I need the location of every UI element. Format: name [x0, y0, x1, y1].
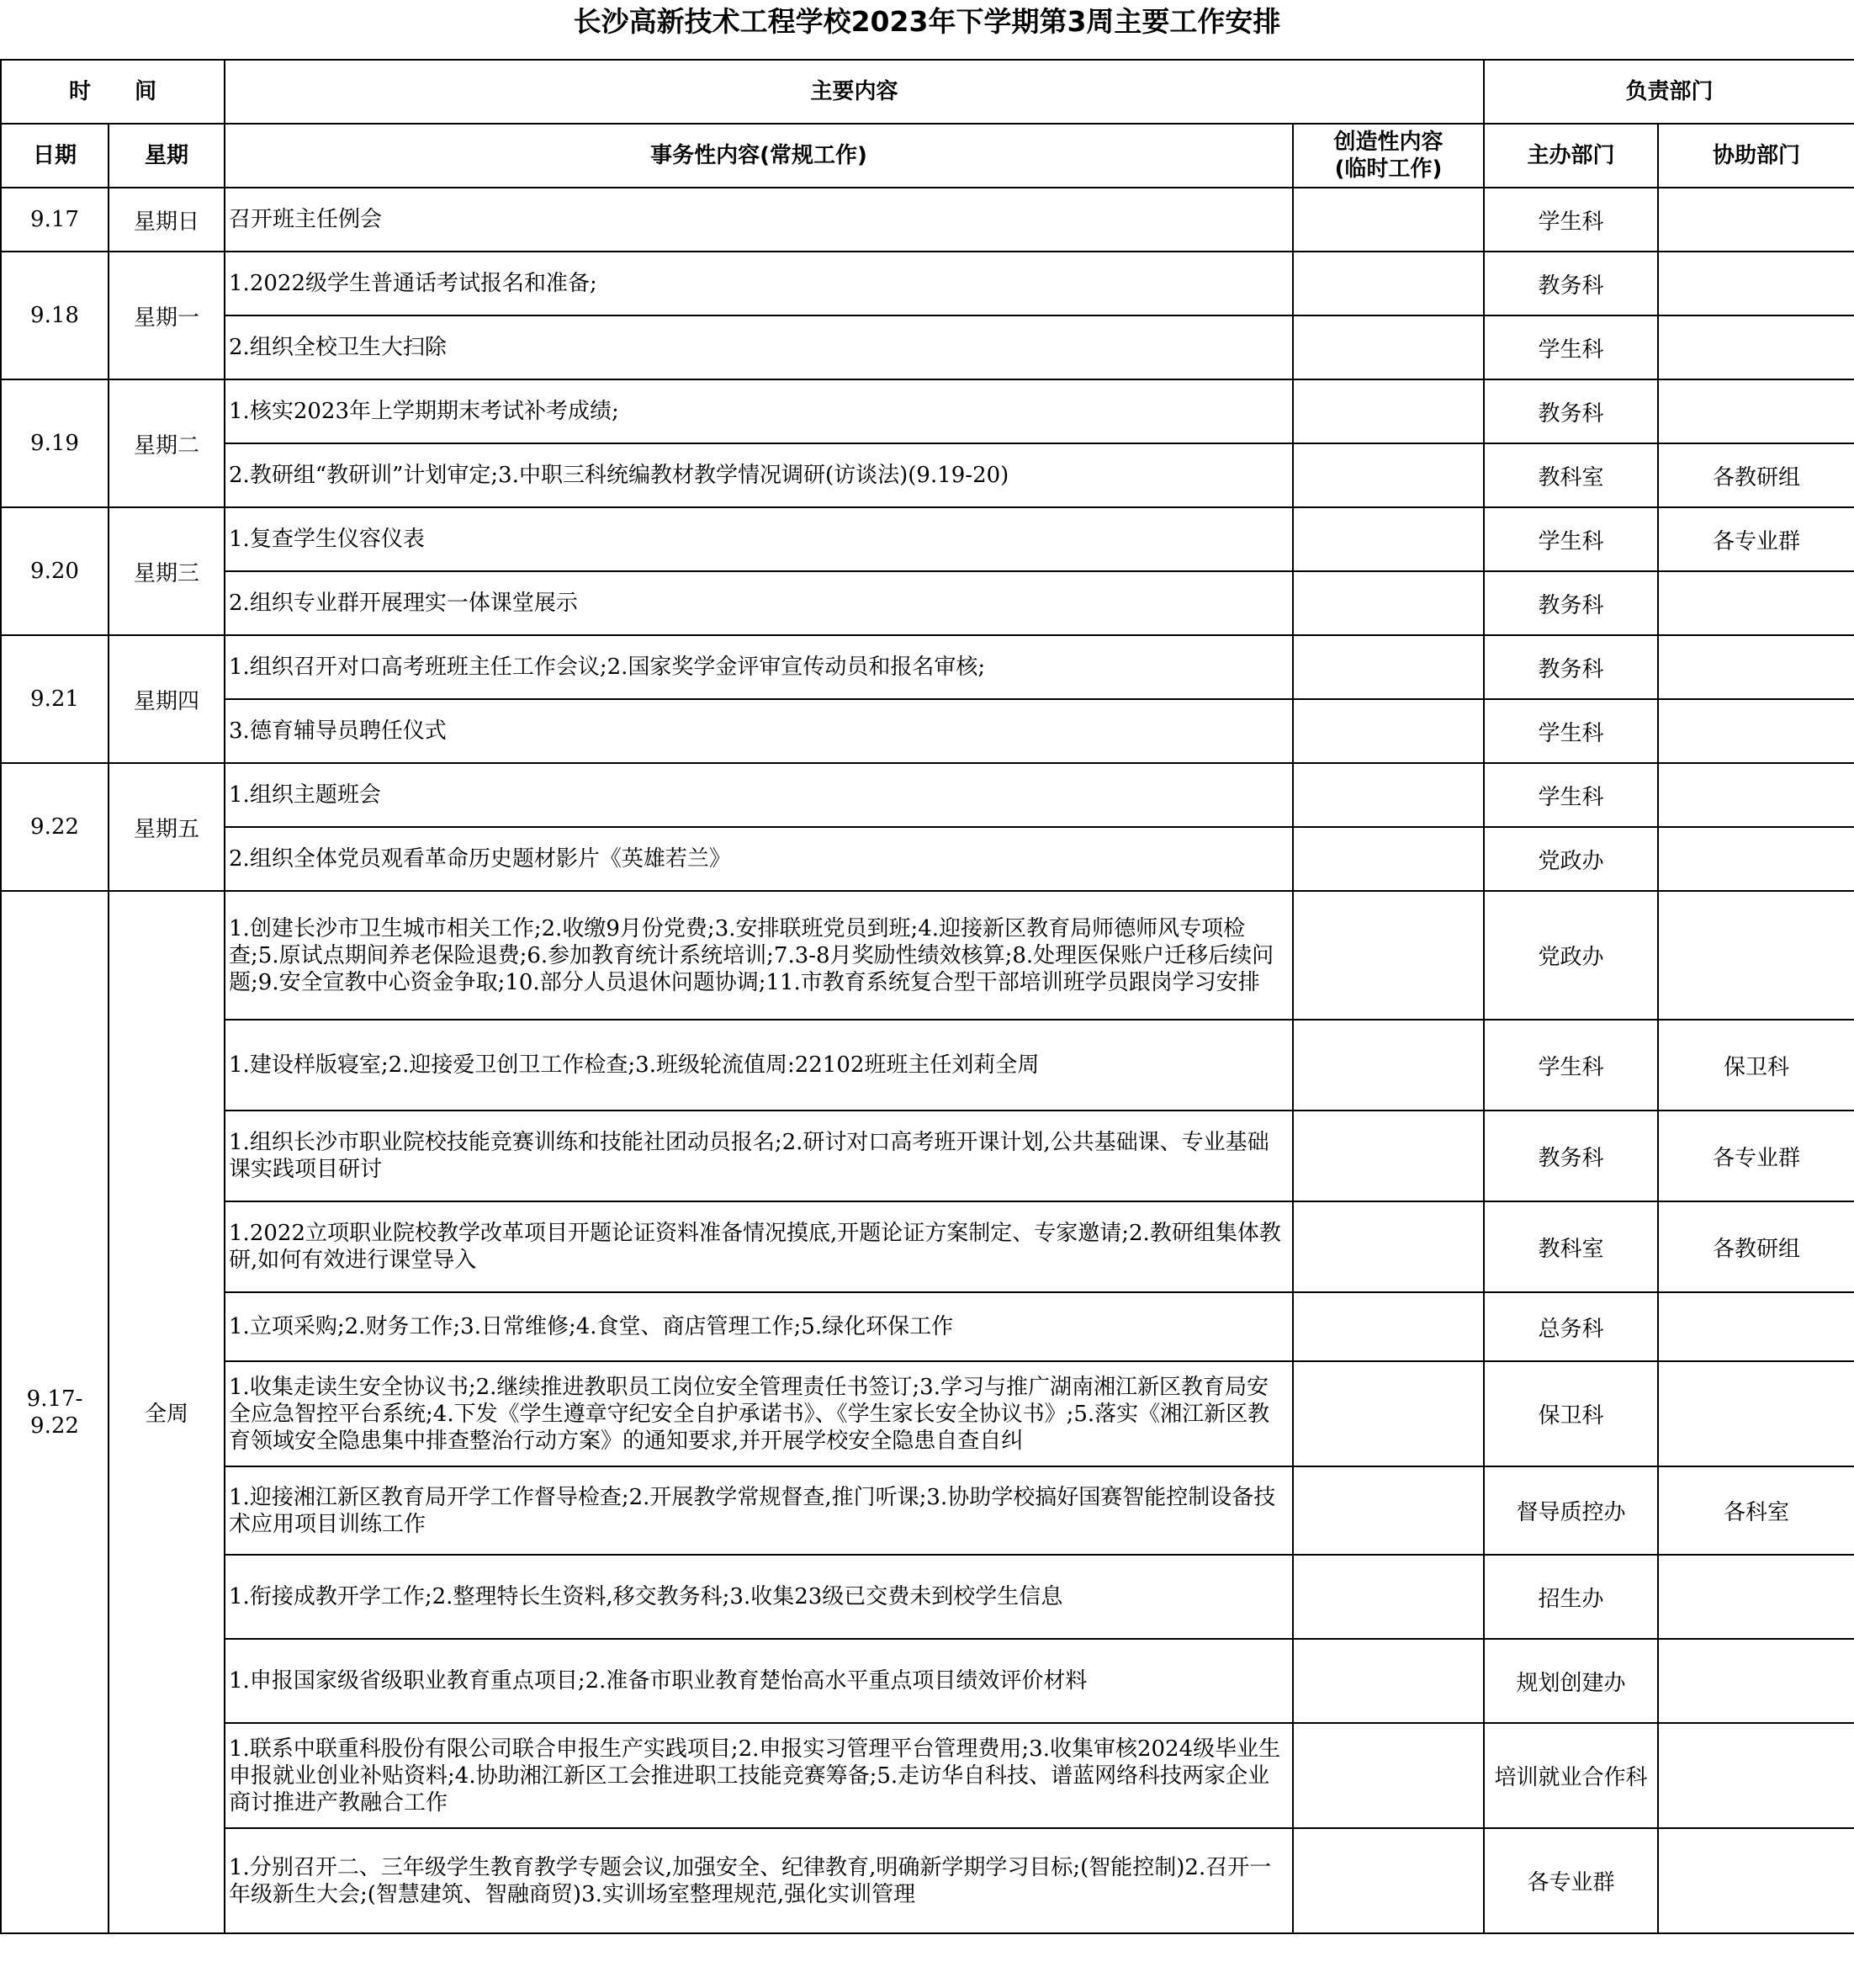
creative-content-cell: [1293, 1723, 1484, 1828]
host-dept-cell: 督导质控办: [1484, 1466, 1658, 1555]
assist-dept-cell: [1658, 1555, 1854, 1639]
header-creative: [1293, 124, 1484, 188]
host-dept-cell: 教务科: [1484, 1111, 1658, 1201]
assist-dept-cell: 各教研组: [1658, 443, 1854, 507]
creative-content-cell: [1293, 635, 1484, 699]
assist-dept-cell: [1658, 699, 1854, 763]
table-row: [1, 763, 1854, 827]
host-dept-cell: 学生科: [1484, 1020, 1658, 1111]
creative-content-cell: [1293, 827, 1484, 891]
host-dept-cell: 党政办: [1484, 891, 1658, 1020]
creative-content-cell: [1293, 507, 1484, 571]
table-row: [1, 1555, 1854, 1639]
header-host-dept: 主办部门: [1484, 124, 1658, 188]
host-dept-cell: 教务科: [1484, 379, 1658, 443]
host-dept-cell: 总务科: [1484, 1292, 1658, 1361]
host-dept-cell: 教务科: [1484, 252, 1658, 315]
table-row: [1, 507, 1854, 571]
host-dept-cell: 各专业群: [1484, 1828, 1658, 1933]
table-row: [1, 1201, 1854, 1292]
creative-content-cell: [1293, 379, 1484, 443]
routine-content-cell: 1.组织召开对口高考班班主任工作会议;2.国家奖学金评审宣传动员和报名审核;: [225, 635, 1293, 699]
date-cell: 9.17: [1, 188, 109, 252]
assist-dept-cell: [1658, 827, 1854, 891]
routine-content-cell: 1.立项采购;2.财务工作;3.日常维修;4.食堂、商店管理工作;5.绿化环保工作: [225, 1292, 1293, 1361]
routine-content-cell: 1.核实2023年上学期期末考试补考成绩;: [225, 379, 1293, 443]
assist-dept-cell: 各科室: [1658, 1466, 1854, 1555]
routine-content-cell: 1.分别召开二、三年级学生教育教学专题会议,加强安全、纪律教育,明确新学期学习目标;(智能控制)2.召开一年级新生大会;(智慧建筑、智融商贸)3.实训场室整理规范,强化实训管理: [225, 1828, 1293, 1933]
assist-dept-cell: [1658, 1723, 1854, 1828]
table-row: [1, 1466, 1854, 1555]
assist-dept-cell: [1658, 763, 1854, 827]
weekday-cell: 星期五: [109, 763, 225, 891]
routine-content-cell: 1.创建长沙市卫生城市相关工作;2.收缴9月份党费;3.安排联班党员到班;4.迎接新区教育局师德师风专项检查;5.原试点期间养老保险退费;6.参加教育统计系统培训;7.3-8月奖励性绩效核算;8.处理医保账户迁移后续问题;9.安全宣教中心资金争取;10.部分人员退休问题协调;11.市教育系统复合型干部培训班学员跟岗学习安排: [225, 891, 1293, 1020]
weekday-cell: 星期日: [109, 188, 225, 252]
routine-content-cell: 2.组织专业群开展理实一体课堂展示: [225, 571, 1293, 635]
creative-content-cell: [1293, 315, 1484, 379]
header-assist-dept: 协助部门: [1658, 124, 1854, 188]
header-time: 时 间: [1, 60, 225, 124]
assist-dept-cell: 保卫科: [1658, 1020, 1854, 1111]
table-row: [1, 188, 1854, 252]
creative-content-cell: [1293, 1555, 1484, 1639]
assist-dept-cell: 各专业群: [1658, 507, 1854, 571]
creative-content-cell: [1293, 891, 1484, 1020]
header-routine: 事务性内容(常规工作): [225, 124, 1293, 188]
routine-content-cell: 2.组织全校卫生大扫除: [225, 315, 1293, 379]
table-row: [1, 635, 1854, 699]
header-date: 日期: [1, 124, 109, 188]
header-creative-line1: 创造性内容: [1333, 130, 1443, 155]
header-main-content: 主要内容: [225, 60, 1484, 124]
routine-content-cell: 1.组织长沙市职业院校技能竞赛训练和技能社团动员报名;2.研讨对口高考班开课计划,公共基础课、专业基础课实践项目研讨: [225, 1111, 1293, 1201]
host-dept-cell: 学生科: [1484, 315, 1658, 379]
creative-content-cell: [1293, 188, 1484, 252]
table-row: [1, 252, 1854, 315]
table-row: [1, 699, 1854, 763]
assist-dept-cell: [1658, 891, 1854, 1020]
host-dept-cell: 培训就业合作科: [1484, 1723, 1658, 1828]
host-dept-cell: 教务科: [1484, 635, 1658, 699]
week-date-line1: 9.17-: [26, 1386, 83, 1412]
host-dept-cell: 学生科: [1484, 507, 1658, 571]
routine-content-cell: 1.联系中联重科股份有限公司联合申报生产实践项目;2.申报实习管理平台管理费用;3.收集审核2024级毕业生申报就业创业补贴资料;4.协助湘江新区工会推进职工技能竞赛筹备;5.走访华自科技、谱蓝网络科技两家企业商讨推进产教融合工作: [225, 1723, 1293, 1828]
weekday-cell: 星期三: [109, 507, 225, 635]
table-row: [1, 1639, 1854, 1723]
table-row: [1, 1361, 1854, 1466]
routine-content-cell: 2.组织全体党员观看革命历史题材影片《英雄若兰》: [225, 827, 1293, 891]
table-row: [1, 1111, 1854, 1201]
assist-dept-cell: [1658, 1292, 1854, 1361]
header-creative-line2: (临时工作): [1334, 156, 1443, 182]
weekday-cell: 星期二: [109, 379, 225, 507]
document-title: 长沙高新技术工程学校2023年下学期第3周主要工作安排: [573, 5, 1281, 38]
assist-dept-cell: [1658, 379, 1854, 443]
table-row: [1, 315, 1854, 379]
table-row: [1, 1828, 1854, 1933]
date-cell: 9.18: [1, 252, 109, 379]
assist-dept-cell: [1658, 188, 1854, 252]
table-row: [1, 1292, 1854, 1361]
creative-content-cell: [1293, 763, 1484, 827]
creative-content-cell: [1293, 1292, 1484, 1361]
host-dept-cell: 学生科: [1484, 763, 1658, 827]
routine-content-cell: 1.建设样版寝室;2.迎接爱卫创卫工作检查;3.班级轮流值周:22102班班主任刘莉全周: [225, 1020, 1293, 1111]
routine-content-cell: 1.迎接湘江新区教育局开学工作督导检查;2.开展教学常规督查,推门听课;3.协助学校搞好国赛智能控制设备技术应用项目训练工作: [225, 1466, 1293, 1555]
table-row: [1, 379, 1854, 443]
creative-content-cell: [1293, 1639, 1484, 1723]
routine-content-cell: 3.德育辅导员聘任仪式: [225, 699, 1293, 763]
creative-content-cell: [1293, 443, 1484, 507]
creative-content-cell: [1293, 699, 1484, 763]
routine-content-cell: 1.收集走读生安全协议书;2.继续推进教职员工岗位安全管理责任书签订;3.学习与推广湖南湘江新区教育局安全应急智控平台系统;4.下发《学生遵章守纪安全自护承诺书》、《学生家长安全协议书》;5.落实《湘江新区教育领域安全隐患集中排查整治行动方案》的通知要求,并开展学校安全隐患自查自纠: [225, 1361, 1293, 1466]
assist-dept-cell: [1658, 635, 1854, 699]
header-row-2: [1, 124, 1854, 188]
host-dept-cell: 党政办: [1484, 827, 1658, 891]
routine-content-cell: 1.2022级学生普通话考试报名和准备;: [225, 252, 1293, 315]
assist-dept-cell: 各教研组: [1658, 1201, 1854, 1292]
table-row: [1, 571, 1854, 635]
assist-dept-cell: [1658, 252, 1854, 315]
week-date-line2: 9.22: [30, 1413, 79, 1439]
routine-content-cell: 1.复查学生仪容仪表: [225, 507, 1293, 571]
date-cell: 9.22: [1, 763, 109, 891]
routine-content-cell: 召开班主任例会: [225, 188, 1293, 252]
creative-content-cell: [1293, 1020, 1484, 1111]
host-dept-cell: 教务科: [1484, 571, 1658, 635]
assist-dept-cell: 各专业群: [1658, 1111, 1854, 1201]
host-dept-cell: 教科室: [1484, 443, 1658, 507]
table-row: [1, 827, 1854, 891]
week-date-cell: [1, 891, 109, 1933]
routine-content-cell: 1.2022立项职业院校教学改革项目开题论证资料准备情况摸底,开题论证方案制定、专家邀请;2.教研组集体教研,如何有效进行课堂导入: [225, 1201, 1293, 1292]
weekday-cell: 星期四: [109, 635, 225, 763]
assist-dept-cell: [1658, 1361, 1854, 1466]
creative-content-cell: [1293, 1828, 1484, 1933]
header-weekday: 星期: [109, 124, 225, 188]
assist-dept-cell: [1658, 315, 1854, 379]
host-dept-cell: 招生办: [1484, 1555, 1658, 1639]
creative-content-cell: [1293, 1466, 1484, 1555]
routine-content-cell: 2.教研组“教研训”计划审定;3.中职三科统编教材教学情况调研(访谈法)(9.19-20): [225, 443, 1293, 507]
assist-dept-cell: [1658, 1639, 1854, 1723]
host-dept-cell: 规划创建办: [1484, 1639, 1658, 1723]
host-dept-cell: 学生科: [1484, 699, 1658, 763]
host-dept-cell: 学生科: [1484, 188, 1658, 252]
creative-content-cell: [1293, 571, 1484, 635]
header-row-1: [1, 60, 1854, 124]
date-cell: 9.19: [1, 379, 109, 507]
date-cell: 9.21: [1, 635, 109, 763]
table-row: [1, 891, 1854, 1020]
host-dept-cell: 保卫科: [1484, 1361, 1658, 1466]
routine-content-cell: 1.组织主题班会: [225, 763, 1293, 827]
creative-content-cell: [1293, 252, 1484, 315]
host-dept-cell: 教科室: [1484, 1201, 1658, 1292]
creative-content-cell: [1293, 1201, 1484, 1292]
weekday-cell: 星期一: [109, 252, 225, 379]
date-cell: 9.20: [1, 507, 109, 635]
table-row: [1, 443, 1854, 507]
creative-content-cell: [1293, 1361, 1484, 1466]
assist-dept-cell: [1658, 1828, 1854, 1933]
routine-content-cell: 1.申报国家级省级职业教育重点项目;2.准备市职业教育楚怡高水平重点项目绩效评价材料: [225, 1639, 1293, 1723]
table-row: [1, 1723, 1854, 1828]
table-row: [1, 1020, 1854, 1111]
week-weekday-cell: 全周: [109, 891, 225, 1933]
routine-content-cell: 1.衔接成教开学工作;2.整理特长生资料,移交教务科;3.收集23级已交费未到校学生信息: [225, 1555, 1293, 1639]
header-responsible: 负责部门: [1484, 60, 1854, 124]
creative-content-cell: [1293, 1111, 1484, 1201]
work-schedule-table: [0, 59, 1854, 1934]
assist-dept-cell: [1658, 571, 1854, 635]
